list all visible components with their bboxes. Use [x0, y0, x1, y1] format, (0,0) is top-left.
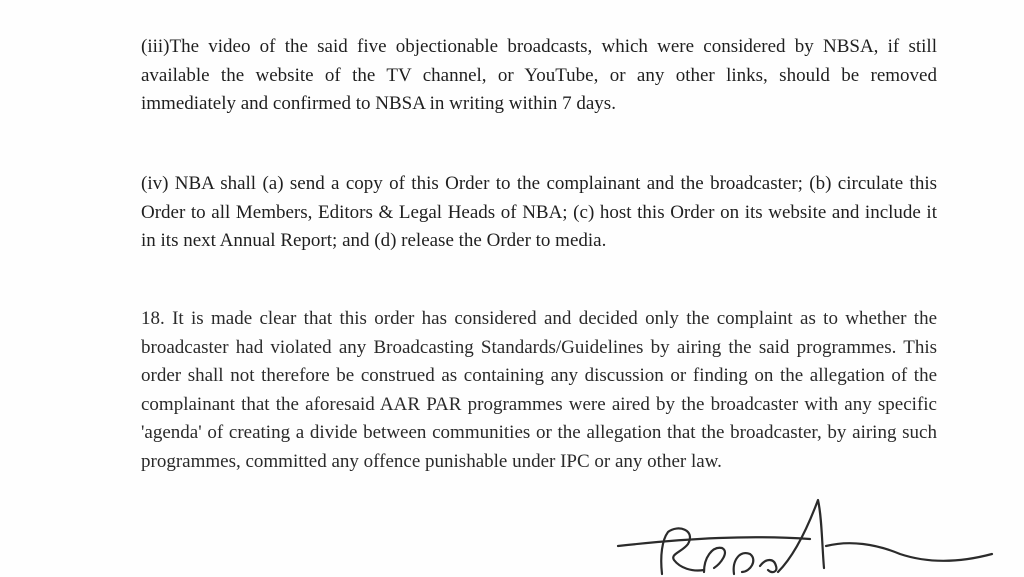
paragraph-18: 18. It is made clear that this order has considered and decided only the complaint as to whether the broadcaster had violated any Broadcasting Standards/Guidelines by airing the said programmes. This order shall not therefore be construed as containing any discussion or finding on the allegation of the complainant that the aforesaid AAR PAR programmes were aired by the broadcaster with any specific 'agenda' of creating a divide between communities or the allegation that the broadcaster, by airing such programmes, committed any offence punishable under IPC or any other law. [141, 308, 937, 472]
signature-letter-stroke [704, 548, 725, 572]
signature-underline-stroke [618, 537, 810, 546]
signature-letter-stroke [661, 528, 704, 574]
signature-letter-stroke [760, 560, 776, 572]
paragraph-iii: (iii)The video of the said five objectionable broadcasts, which were considered by NBSA, if still available the website of the TV channel, or YouTube, or any other links, should be removed immediately and confirmed to NBSA in writing within 7 days. [141, 36, 937, 114]
signature-flourish-stroke [826, 543, 992, 561]
handwritten-signature [600, 488, 1000, 577]
signature-letter-stroke [778, 500, 824, 572]
signature-letter-stroke [734, 553, 754, 574]
paragraph-iv: (iv) NBA shall (a) send a copy of this Order to the complainant and the broadcaster; (b) circulate this Order to all Members, Editors & Legal Heads of NBA; (c) host this Order on its website and include it in its next Annual Report; and (d) release the Order to media. [141, 173, 937, 251]
